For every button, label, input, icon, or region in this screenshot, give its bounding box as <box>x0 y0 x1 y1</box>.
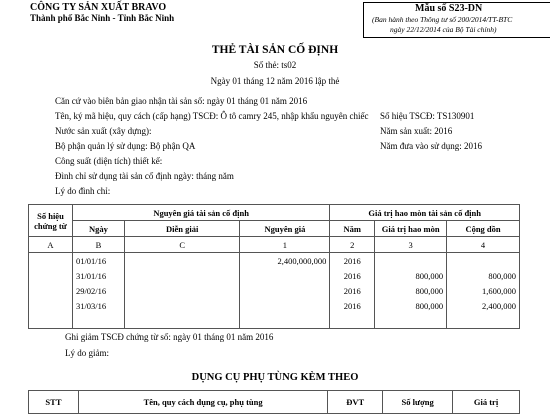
header-quantity: Số lượng <box>383 391 453 414</box>
table-row <box>29 253 520 269</box>
row-date: 31/01/16 <box>72 268 124 283</box>
header-stt: STT <box>29 391 79 414</box>
form-code: Mẫu số S23-DN <box>415 3 483 14</box>
card-date: Ngày 01 tháng 12 năm 2016 lập thẻ <box>210 76 340 86</box>
column-code: 3 <box>375 237 447 253</box>
header-original-value: Nguyên giá tài sản cố định <box>72 205 329 221</box>
row-date: 31/03/16 <box>72 298 124 313</box>
row-depr-value: 800,000 <box>375 283 447 298</box>
row-year: 2016 <box>330 253 375 269</box>
header-description: Diễn giải <box>124 221 240 237</box>
page-title: THẺ TÀI SẢN CỐ ĐỊNH <box>211 44 339 56</box>
info-suspend-reason: Lý do đình chỉ: <box>55 186 111 196</box>
form-note-1: (Ban hành theo Thông tư số 200/2014/TT-BTC <box>372 15 513 24</box>
info-asset-code: Số hiệu TSCĐ: TS130901 <box>380 111 475 121</box>
column-code: B <box>72 237 124 253</box>
table-row <box>29 298 520 313</box>
table-row-empty <box>29 313 520 329</box>
row-cumulative <box>447 253 520 269</box>
row-year: 2016 <box>330 268 375 283</box>
header-date: Ngày <box>72 221 124 237</box>
info-year-used: Năm đưa vào sử dụng: 2016 <box>380 141 482 151</box>
table-row <box>29 268 520 283</box>
column-code: 1 <box>240 237 330 253</box>
info-asset-name: Tên, ký mã hiệu, quy cách (cấp hạng) TSCĐ: Ô tô camry 245, nhập khẩu nguyên chiếc <box>55 111 369 121</box>
column-code: C <box>124 237 240 253</box>
header-cumulative: Cộng dồn <box>447 221 520 237</box>
row-year: 2016 <box>330 283 375 298</box>
row-depr-value <box>375 253 447 269</box>
row-price: 2,400,000,000 <box>240 253 330 269</box>
info-basis: Căn cứ vào biên bản giao nhận tài sản số: ngày 01 tháng 01 năm 2016 <box>55 96 308 106</box>
form-note-2: ngày 22/12/2014 của Bộ Tài chính) <box>390 25 497 34</box>
header-depr-value: Giá trị hao mòn <box>375 221 447 237</box>
row-depr-value: 800,000 <box>375 298 447 313</box>
row-cumulative: 2,400,000 <box>447 298 520 313</box>
row-price <box>240 268 330 283</box>
column-code: 2 <box>330 237 375 253</box>
info-suspend: Đình chỉ sử dụng tài sản cố định ngày: tháng năm <box>55 171 234 181</box>
asset-table <box>28 204 520 329</box>
header-price: Nguyên giá <box>240 221 330 237</box>
row-cumulative: 1,600,000 <box>447 283 520 298</box>
row-depr-value: 800,000 <box>375 268 447 283</box>
column-code-row <box>29 237 520 253</box>
column-code: A <box>29 237 73 253</box>
company-city: Thành phố Bắc Ninh - Tỉnh Bắc Ninh <box>30 13 175 23</box>
row-year: 2016 <box>330 298 375 313</box>
accessories-title: DỤNG CỤ PHỤ TÙNG KÈM THEO <box>191 372 359 383</box>
decrease-reason: Lý do giảm: <box>65 348 109 358</box>
company-name: CÔNG TY SẢN XUẤT BRAVO <box>30 2 167 13</box>
header-year: Năm <box>330 221 375 237</box>
row-price <box>240 298 330 313</box>
info-capacity: Công suất (diện tích) thiết kế: <box>55 156 163 166</box>
info-year-made: Năm sản xuất: 2016 <box>380 126 453 136</box>
row-date: 29/02/16 <box>72 283 124 298</box>
header-unit: ĐVT <box>328 391 383 414</box>
header-accessory-name: Tên, quy cách dụng cụ, phụ tùng <box>78 391 327 414</box>
table-row <box>29 283 520 298</box>
header-depreciation: Giá trị hao mòn tài sản cố định <box>330 205 520 221</box>
row-date: 01/01/16 <box>72 253 124 269</box>
row-cumulative: 800,000 <box>447 268 520 283</box>
header-doc-number: Số hiệu chứng từ <box>29 205 73 237</box>
info-department: Bộ phận quản lý sử dụng: Bộ phận QA <box>55 141 196 151</box>
card-number: Số thẻ: ts02 <box>253 60 297 70</box>
row-price <box>240 283 330 298</box>
accessories-table <box>28 390 520 414</box>
decrease-voucher: Ghi giảm TSCĐ chứng từ số: ngày 01 tháng 01 năm 2016 <box>65 332 274 342</box>
info-country: Nước sản xuất (xây dựng): <box>55 126 152 136</box>
column-code: 4 <box>447 237 520 253</box>
header-accessory-value: Giá trị <box>453 391 520 414</box>
